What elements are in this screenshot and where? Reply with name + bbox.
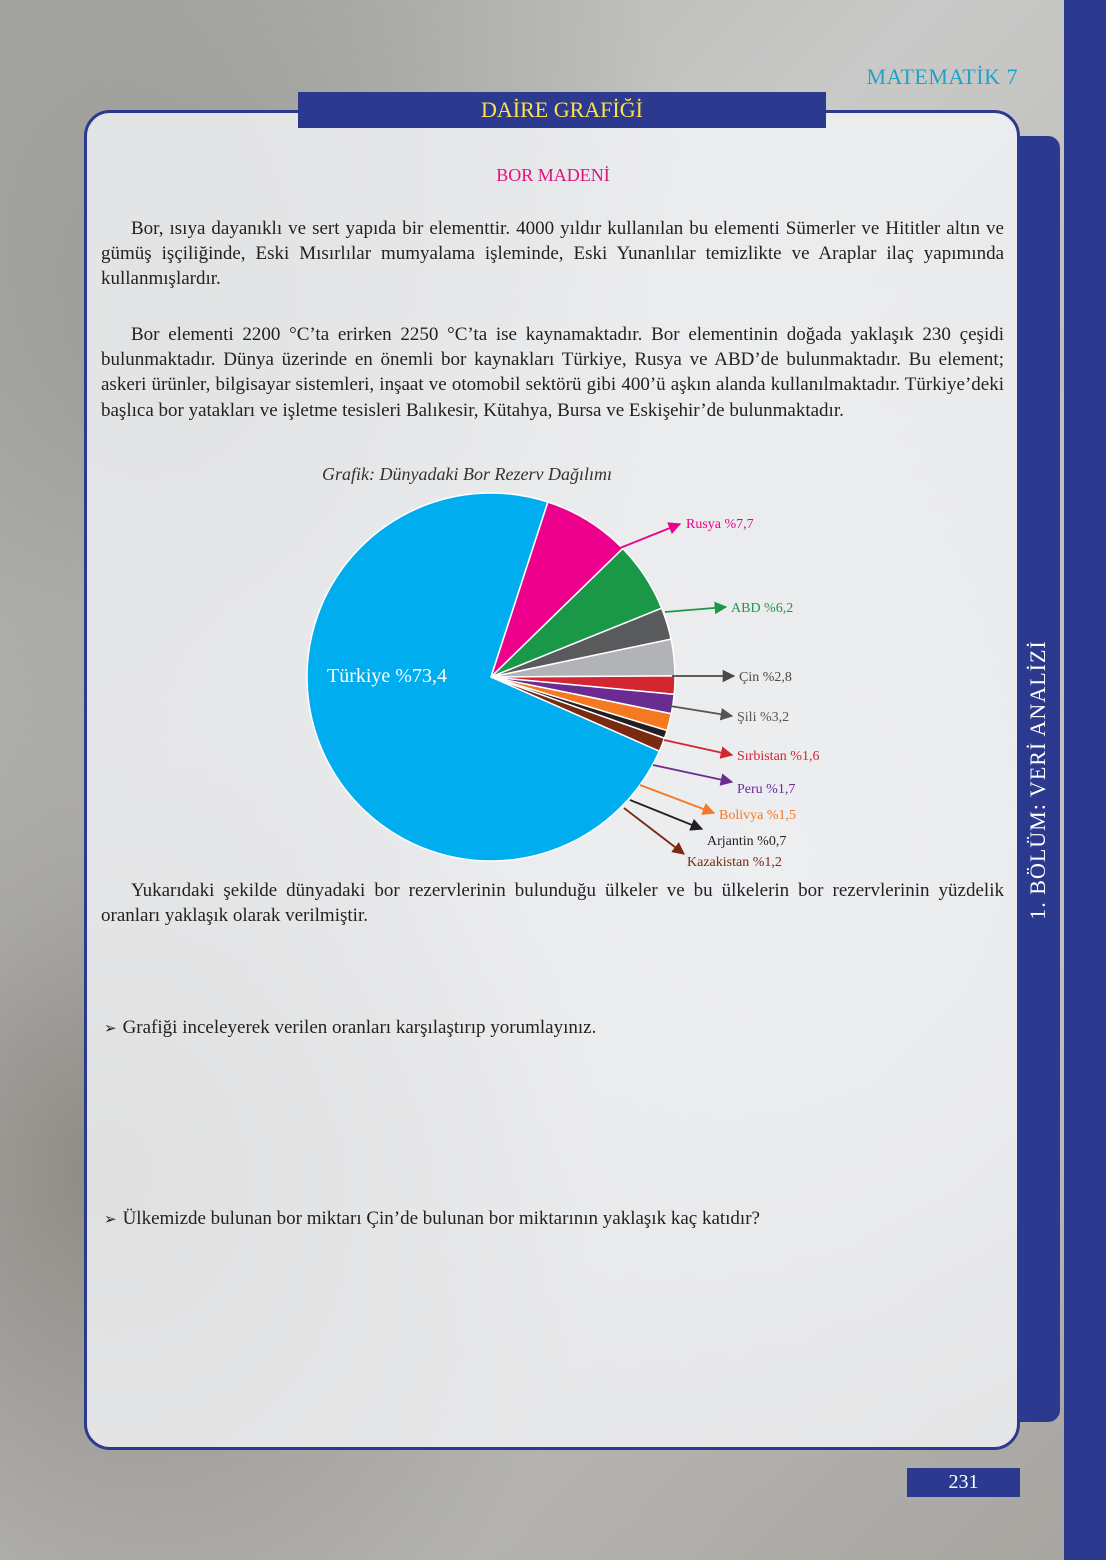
pie-label-bolivya: Bolivya %1,5 bbox=[719, 808, 796, 823]
leader-arrow-şili bbox=[670, 706, 732, 716]
question-2-text: Ülkemizde bulunan bor miktarı Çin’de bulunan bor miktarının yaklaşık kaç katıdır? bbox=[122, 1208, 760, 1229]
leader-arrow-peru bbox=[653, 765, 732, 782]
arrowhead-bullet-icon: ➢ bbox=[104, 1021, 117, 1037]
pie-label-arjantin: Arjantin %0,7 bbox=[707, 834, 787, 849]
leader-arrow-kazakistan bbox=[624, 808, 684, 854]
question-1 bbox=[104, 1017, 596, 1039]
pie-label-türkiye: Türkiye %73,4 bbox=[327, 665, 447, 687]
pie-label-şili: Şili %3,2 bbox=[737, 710, 790, 725]
pie-label-rusya: Rusya %7,7 bbox=[686, 517, 754, 532]
subject-label: MATEMATİK 7 bbox=[866, 64, 1018, 89]
page-number: 231 bbox=[907, 1468, 1020, 1497]
pie-label-çin: Çin %2,8 bbox=[739, 670, 792, 685]
page-title-banner: DAİRE GRAFİĞİ bbox=[298, 92, 826, 128]
side-tab-label: 1. BÖLÜM: VERİ ANALİZİ bbox=[1025, 640, 1050, 920]
question-1-text: Grafiği inceleyerek verilen oranları karşılaştırıp yorumlayınız. bbox=[122, 1017, 597, 1038]
leader-arrow-sırbistan bbox=[664, 740, 732, 755]
pie-label-peru: Peru %1,7 bbox=[737, 782, 796, 797]
section-title: BOR MADENİ bbox=[496, 165, 610, 185]
leader-arrow-rusya bbox=[620, 524, 680, 548]
pie-label-abd: ABD %6,2 bbox=[731, 601, 794, 616]
pie-label-kazakistan: Kazakistan %1,2 bbox=[687, 855, 782, 870]
question-2 bbox=[104, 1208, 760, 1230]
paragraph-chart-note: Yukarıdaki şekilde dünyadaki bor rezervlerinin bulunduğu ülkeler ve bu ülkelerin bor rezervlerinin yüzdelik oranları yaklaşık olarak verilmiştir. bbox=[101, 880, 1004, 927]
leader-arrow-abd bbox=[665, 607, 726, 612]
paragraph-details: Bor elementi 2200 °C’ta erirken 2250 °C’ta ise kaynamaktadır. Bor elementinin doğada yaklaşık 230 çeşidi bulunmaktadır. Dünya üzerinde en önemli bor kaynakları Türkiye, Rusya ve ABD’de bulunmaktadır. Bu element; askeri ürünler, bilgisayar sistemleri, inşaat ve otomobil sektörü gibi 400’ü aşkın alanda kullanılmaktadır. Türkiye’deki başlıca bor yatakları ve işletme tesisleri Balıkesir, Kütahya, Bursa ve Eskişehir’de bulunmaktadır. bbox=[101, 324, 1004, 421]
pie-label-sırbistan: Sırbistan %1,6 bbox=[737, 749, 820, 764]
paragraph-intro: Bor, ısıya dayanıklı ve sert yapıda bir elementtir. 4000 yıldır kullanılan bu elementi Sümerler ve Hititler altın ve gümüş işçiliğinde, Eski Mısırlılar mumyalama işleminde, Eski Yunanlılar temizlikte ve Araplar ilaç yapımında kullanmışlardır. bbox=[101, 218, 1004, 290]
chart-title: Grafik: Dünyadaki Bor Rezerv Dağılımı bbox=[322, 464, 612, 484]
arrowhead-bullet-icon: ➢ bbox=[104, 1212, 117, 1228]
